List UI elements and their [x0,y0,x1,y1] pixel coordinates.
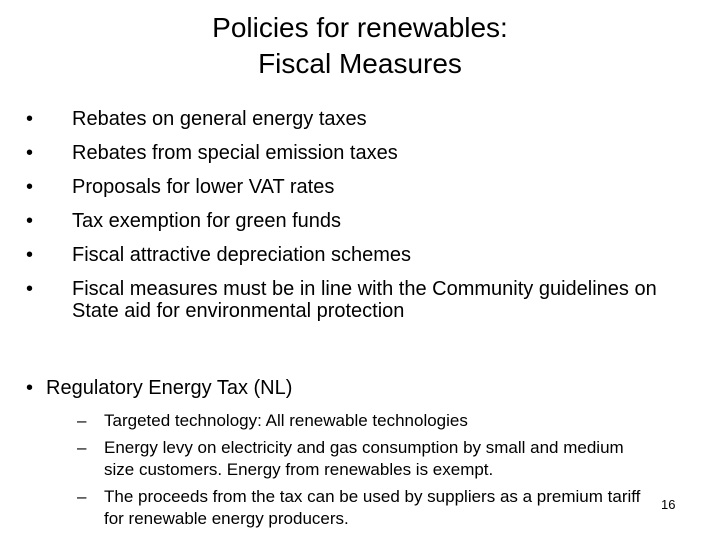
dash-icon: – [77,487,87,506]
regulatory-energy-tax-section [26,377,666,399]
bullet-icon: • [26,244,34,266]
fiscal-measures-list [26,108,666,334]
sub-item-text: Energy levy on electricity and gas consumption by small and medium size customers. Energy from renewables is exempt. [104,438,624,479]
bullet-item [26,176,666,198]
bullet-icon: • [26,210,34,232]
bullet-item [26,278,666,322]
sub-item-text: The proceeds from the tax can be used by suppliers as a premium tariff for renewable energy producers. [104,487,641,528]
bullet-item [26,244,666,266]
bullet-item [26,210,666,232]
dash-icon: – [77,411,87,430]
bullet-icon: • [26,278,34,300]
regulatory-sub-list [77,410,647,535]
sub-item [77,410,647,432]
slide-title [0,10,720,82]
sub-item [77,437,647,481]
bullet-text: Rebates from special emission taxes [72,142,398,164]
bullet-icon: • [26,108,34,130]
bullet-text: Fiscal measures must be in line with the Community guidelines on State aid for environmental protection [72,278,657,322]
dash-icon: – [77,438,87,457]
regulatory-heading-text: Regulatory Energy Tax (NL) [46,377,293,399]
bullet-item [26,142,666,164]
bullet-icon: • [26,176,34,198]
bullet-text: Fiscal attractive depreciation schemes [72,244,412,266]
bullet-text: Rebates on general energy taxes [72,108,367,130]
bullet-icon: • [26,142,34,164]
bullet-text: Proposals for lower VAT rates [72,176,335,198]
regulatory-heading [26,377,666,399]
slide-title-line-2: Fiscal Measures [258,48,462,79]
bullet-item [26,108,666,130]
bullet-icon: • [26,377,34,399]
bullet-text: Tax exemption for green funds [72,210,342,232]
slide-title-line-1: Policies for renewables: [212,12,508,43]
page-number: 16 [661,497,676,512]
sub-item [77,486,647,530]
sub-item-text: Targeted technology: All renewable technologies [104,411,468,430]
